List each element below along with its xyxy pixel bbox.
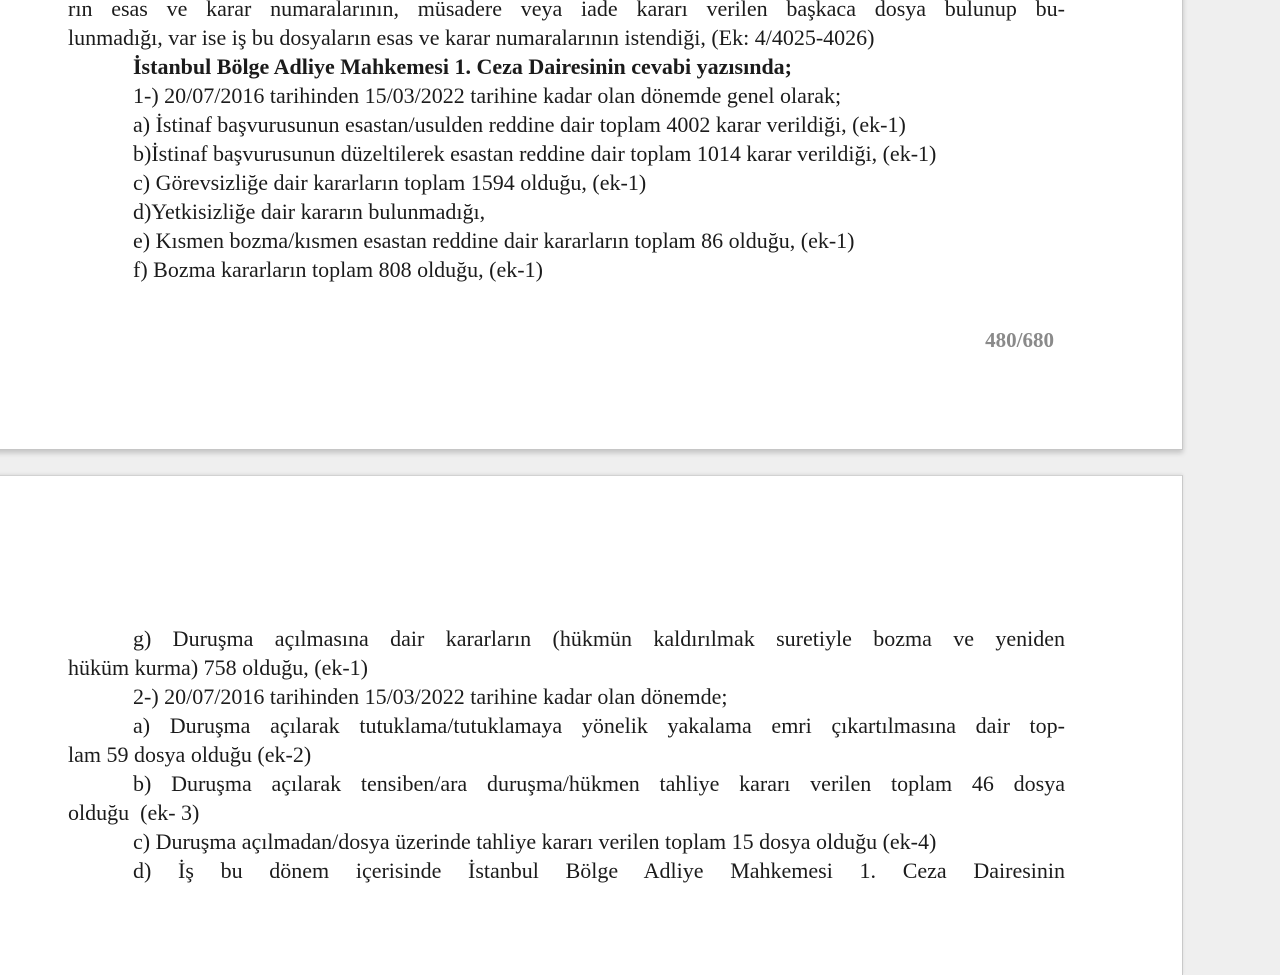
text-line: lam 59 dosya olduğu (ek-2) bbox=[68, 742, 312, 767]
page-2-text-block bbox=[68, 624, 1065, 885]
text-line: olduğu (ek- 3) bbox=[68, 800, 200, 825]
page-number: 480/680 bbox=[985, 328, 1054, 352]
text-line: lunmadığı, var ise iş bu dosyaların esas ve karar numaralarının istendiği, (Ek: 4/4025-4026) bbox=[68, 25, 875, 50]
text-line: b)İstinaf başvurusunun düzeltilerek esastan reddine dair toplam 1014 karar verildiği, (ek-1) bbox=[133, 141, 937, 166]
text-line: g) Duruşma açılmasına dair kararların (hükmün kaldırılmak suretiyle bozma ve yeniden bbox=[133, 626, 1065, 651]
text-line: d)Yetkisizliğe dair kararın bulunmadığı, bbox=[133, 199, 486, 224]
text-line: a) İstinaf başvurusunun esastan/usulden reddine dair toplam 4002 karar verildiği, (ek-1) bbox=[133, 112, 906, 137]
document-page-1 bbox=[0, 0, 1183, 450]
text-line: b) Duruşma açılarak tensiben/ara duruşma/hükmen tahliye kararı verilen toplam 46 dosya bbox=[133, 771, 1065, 796]
text-line: d) İş bu dönem içerisinde İstanbul Bölge Adliye Mahkemesi 1. Ceza Dairesinin bbox=[133, 858, 1065, 883]
text-line: f) Bozma kararların toplam 808 olduğu, (ek-1) bbox=[133, 257, 543, 282]
text-line: 2-) 20/07/2016 tarihinden 15/03/2022 tarihine kadar olan dönemde; bbox=[133, 684, 728, 709]
text-line: rın esas ve karar numaralarının, müsadere veya iade kararı verilen başkaca dosya bulunup bu- bbox=[68, 0, 1065, 21]
section-heading: İstanbul Bölge Adliye Mahkemesi 1. Ceza Dairesinin cevabi yazısında; bbox=[133, 54, 793, 79]
text-line: e) Kısmen bozma/kısmen esastan reddine dair kararların toplam 86 olduğu, (ek-1) bbox=[133, 228, 855, 253]
text-line: 1-) 20/07/2016 tarihinden 15/03/2022 tarihine kadar olan dönemde genel olarak; bbox=[133, 83, 842, 108]
text-line: a) Duruşma açılarak tutuklama/tutuklamaya yönelik yakalama emri çıkartılmasına dair top- bbox=[133, 713, 1065, 738]
text-line: c) Duruşma açılmadan/dosya üzerinde tahliye kararı verilen toplam 15 dosya olduğu (ek-4) bbox=[133, 829, 937, 854]
text-line: hüküm kurma) 758 olduğu, (ek-1) bbox=[68, 655, 368, 680]
text-line: c) Görevsizliğe dair kararların toplam 1594 olduğu, (ek-1) bbox=[133, 170, 647, 195]
document-page-2 bbox=[0, 475, 1183, 975]
page-1-text-block bbox=[68, 0, 1065, 284]
